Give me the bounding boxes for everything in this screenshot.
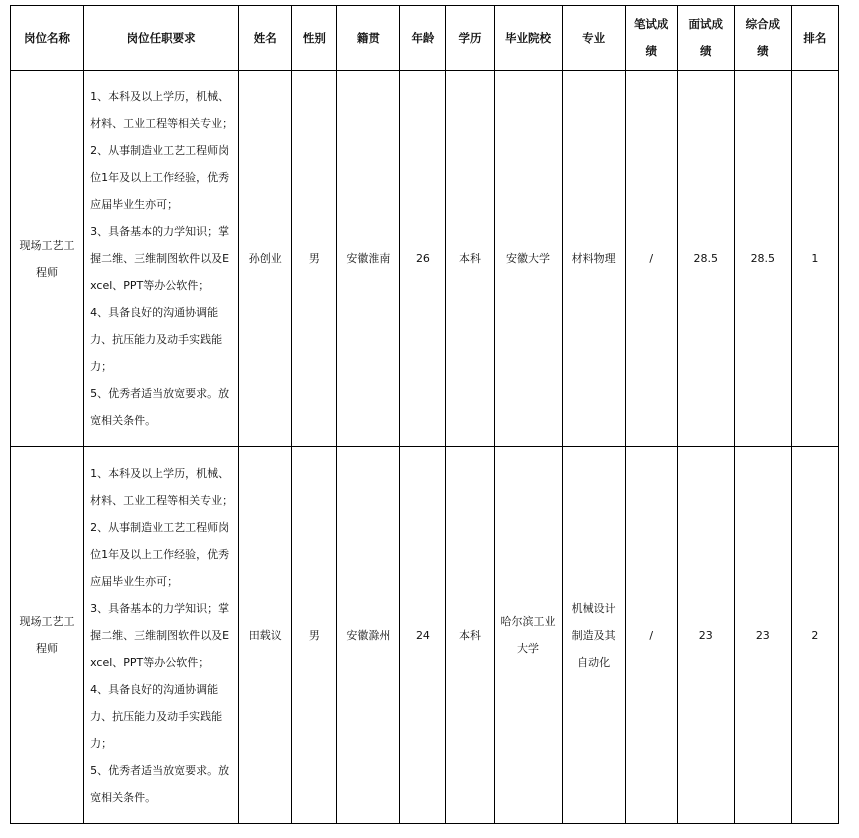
cell-total-score: 23 [734, 447, 791, 824]
cell-major: 机械设计制造及其自动化 [562, 447, 625, 824]
header-requirements: 岗位任职要求 [84, 6, 239, 71]
header-gender: 性别 [292, 6, 337, 71]
cell-gender: 男 [292, 447, 337, 824]
cell-major: 材料物理 [562, 71, 625, 447]
cell-written-score: / [625, 447, 677, 824]
header-written-score: 笔试成绩 [625, 6, 677, 71]
requirement-item: 1、本科及以上学历，机械、材料、工业工程等相关专业； [90, 466, 234, 507]
header-education: 学历 [446, 6, 494, 71]
cell-school: 安徽大学 [494, 71, 562, 447]
cell-rank: 1 [791, 71, 838, 447]
cell-interview-score: 23 [677, 447, 734, 824]
cell-name: 孙创业 [239, 71, 292, 447]
requirement-item: 3、具备基本的力学知识；掌握二维、三维制图软件以及Excel、PPT等办公软件； [90, 225, 230, 292]
cell-rank: 2 [791, 447, 838, 824]
header-age: 年龄 [400, 6, 446, 71]
requirement-item: 4、具备良好的沟通协调能力、抗压能力及动手实践能力； [90, 682, 223, 750]
table-row [11, 71, 839, 447]
requirement-item: 5、优秀者适当放宽要求。放宽相关条件。 [90, 387, 230, 427]
recruitment-results-table [10, 5, 839, 824]
cell-age: 26 [400, 71, 446, 447]
requirement-item: 3、具备基本的力学知识；掌握二维、三维制图软件以及Excel、PPT等办公软件； [90, 601, 230, 669]
header-total-score: 综合成绩 [734, 6, 791, 71]
cell-position: 现场工艺工程师 [11, 447, 84, 824]
cell-native-place: 安徽淮南 [337, 71, 400, 447]
cell-interview-score: 28.5 [677, 71, 734, 447]
header-native-place: 籍贯 [337, 6, 400, 71]
cell-education: 本科 [446, 71, 494, 447]
cell-written-score: / [625, 71, 677, 447]
requirement-item: 4、具备良好的沟通协调能力、抗压能力及动手实践能力； [90, 306, 223, 373]
header-name: 姓名 [239, 6, 292, 71]
header-position: 岗位名称 [11, 6, 84, 71]
table-row [11, 447, 839, 824]
cell-native-place: 安徽滁州 [337, 447, 400, 824]
cell-total-score: 28.5 [734, 71, 791, 447]
cell-requirements [84, 447, 239, 824]
cell-age: 24 [400, 447, 446, 824]
cell-position: 现场工艺工程师 [11, 71, 84, 447]
header-rank: 排名 [791, 6, 838, 71]
cell-requirements [84, 71, 239, 447]
requirement-item: 5、优秀者适当放宽要求。放宽相关条件。 [90, 763, 230, 804]
header-interview-score: 面试成绩 [677, 6, 734, 71]
requirement-item: 1、本科及以上学历，机械、材料、工业工程等相关专业； [90, 90, 234, 130]
header-school: 毕业院校 [494, 6, 562, 71]
cell-name: 田载议 [239, 447, 292, 824]
cell-education: 本科 [446, 447, 494, 824]
header-major: 专业 [562, 6, 625, 71]
table-header-row [11, 6, 839, 71]
cell-school: 哈尔滨工业大学 [494, 447, 562, 824]
requirement-item: 2、从事制造业工艺工程师岗位1年及以上工作经验，优秀应届毕业生亦可； [90, 144, 230, 211]
cell-gender: 男 [292, 71, 337, 447]
requirement-item: 2、从事制造业工艺工程师岗位1年及以上工作经验，优秀应届毕业生亦可； [90, 520, 230, 588]
